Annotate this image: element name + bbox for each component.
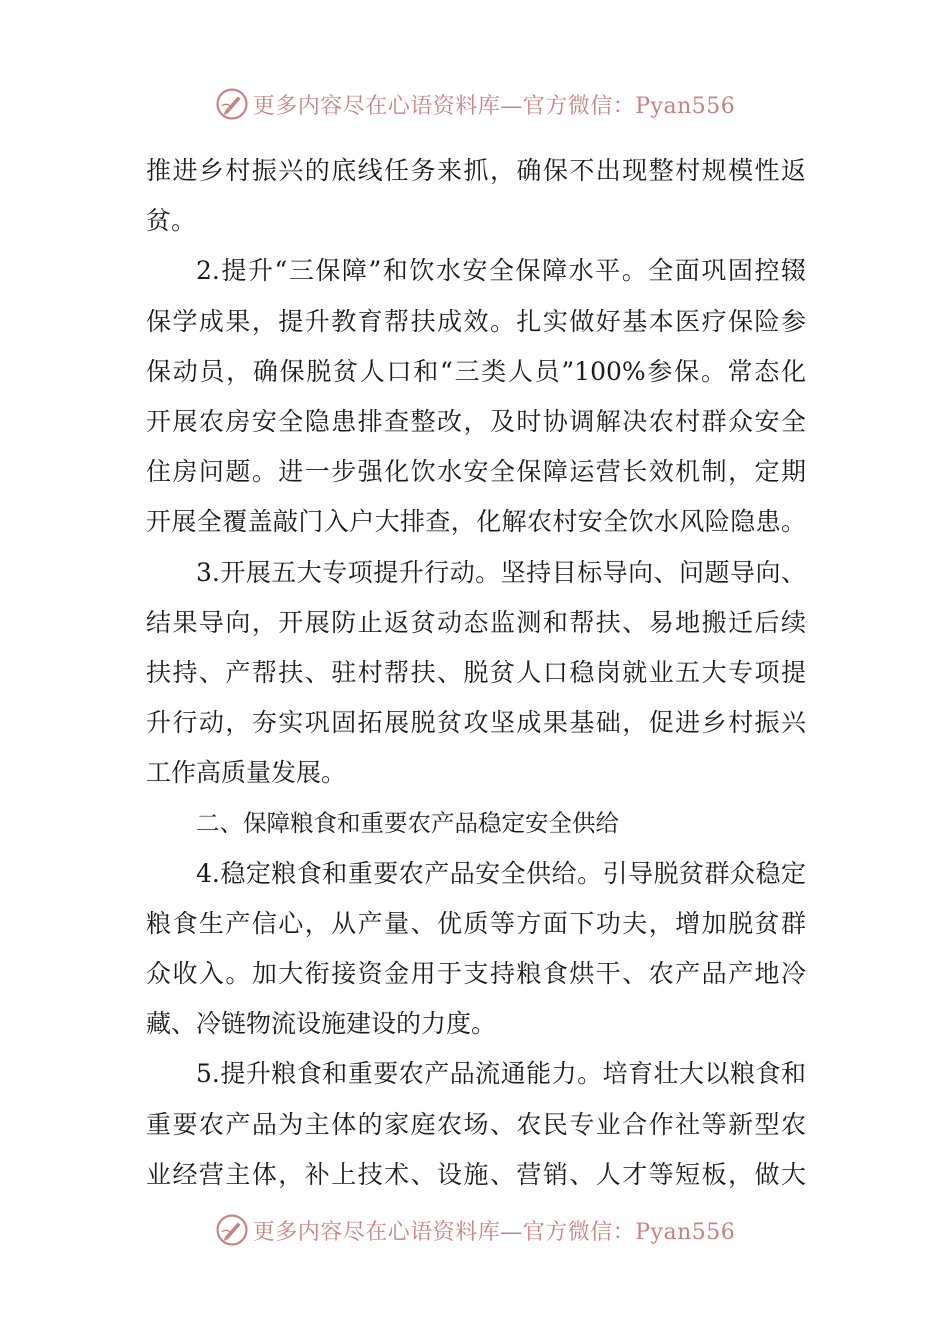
- text-line: 藏、冷链物流设施建设的力度。: [146, 1009, 497, 1039]
- document-body: [146, 146, 806, 1200]
- watermark-text: 更多内容尽在心语资料库—官方微信：Pyan556: [252, 93, 736, 119]
- text-line: 业经营主体，补上技术、设施、营销、人才等短板，做大: [146, 1159, 806, 1189]
- text-line: 保学成果，提升教育帮扶成效。扎实做好基本医疗保险参: [146, 306, 806, 336]
- text-line: 贫。: [146, 206, 197, 236]
- text-line: 众收入。加大衔接资金用于支持粮食烘干、农产品产地冷: [146, 959, 806, 988]
- text-line: 开展全覆盖敲门入户大排查，化解农村安全饮水风险隐患。: [146, 507, 806, 537]
- text-line: 3.开展五大专项提升行动。坚持目标导向、问题导向、: [196, 557, 806, 587]
- text-line: 推进乡村振兴的底线任务来抓，确保不出现整村规模性返: [146, 156, 806, 185]
- section-heading: 二、保障粮食和重要农产品稳定安全供给: [196, 809, 619, 838]
- pen-logo-icon: [215, 87, 249, 121]
- watermark-text: 更多内容尽在心语资料库—官方微信：Pyan556: [252, 1219, 736, 1245]
- text-line: 5.提升粮食和重要农产品流通能力。培育壮大以粮食和: [196, 1059, 806, 1089]
- header-watermark: [0, 84, 950, 124]
- text-line: 粮食生产信心，从产量、优质等方面下功夫，增加脱贫群: [146, 908, 806, 938]
- pen-logo-icon: [215, 1213, 249, 1247]
- text-line: 住房问题。进一步强化饮水安全保障运营长效机制，定期: [146, 457, 806, 487]
- text-line: 4.稳定粮食和重要农产品安全供给。引导脱贫群众稳定: [196, 858, 806, 888]
- text-line: 扶持、产帮扶、驻村帮扶、脱贫人口稳岗就业五大专项提: [146, 657, 806, 687]
- text-line: 升行动，夯实巩固拓展脱贫攻坚成果基础，促进乡村振兴: [146, 708, 806, 738]
- text-line: 重要农产品为主体的家庭农场、农民专业合作社等新型农: [146, 1109, 806, 1139]
- text-line: 开展农房安全隐患排查整改，及时协调解决农村群众安全: [146, 406, 806, 436]
- text-line: 工作高质量发展。: [146, 758, 347, 788]
- text-line: 结果导向，开展防止返贫动态监测和帮扶、易地搬迁后续: [146, 607, 806, 637]
- footer-watermark: [0, 1210, 950, 1250]
- text-line: 2.提升“三保障”和饮水安全保障水平。全面巩固控辍: [196, 256, 806, 286]
- text-line: 保动员，确保脱贫人口和“三类人员”100%参保。常态化: [146, 356, 806, 386]
